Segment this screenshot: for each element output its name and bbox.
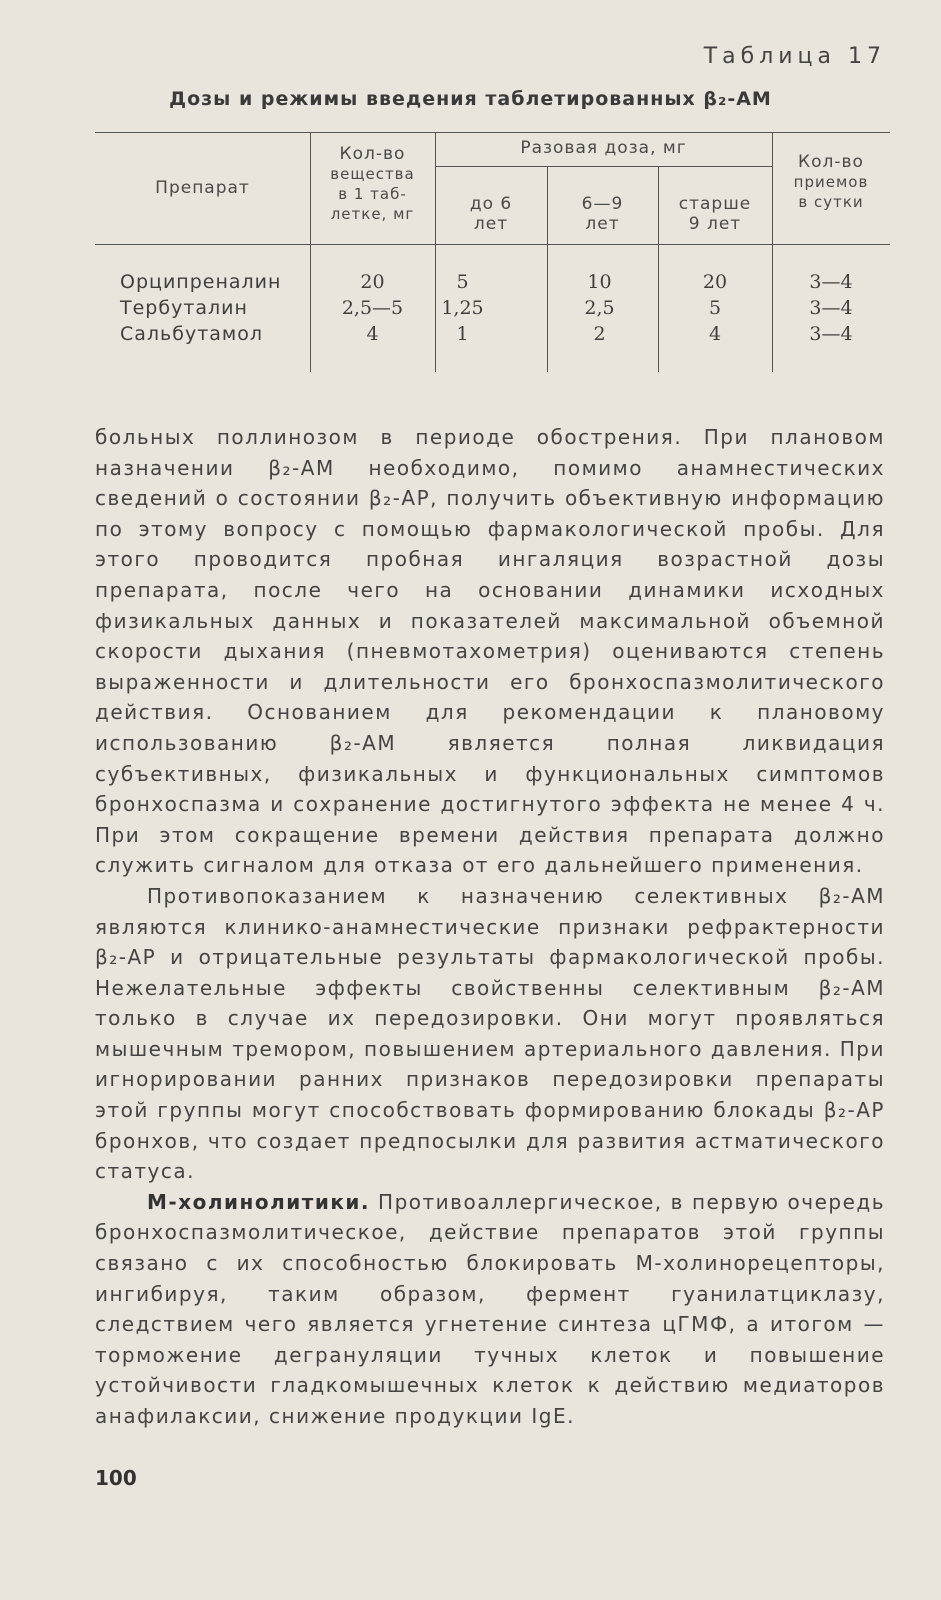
header-single-dose: Разовая доза, мг: [520, 138, 687, 158]
paragraph: больных поллинозом в периоде обострения. При плановом назначении β₂-АМ необходимо, помимо анамнестических сведений о состоянии β₂-АР, получить объективную информацию по этому вопросу с помощью фармакологической пробы. Для этого проводится пробная ингаляция возрастной дозы препарата, после чего на основании динамики исходных физикальных данных и показателей максимальной объемной скорости дыхания (пневмотахометрия) оцениваются степень выраженности и длительности его бронхоспазмолитического действия. Основанием для рекомендации к плановому использованию β₂-АМ является полная ликвидация субъективных, физикальных и функциональных симптомов бронхоспазма и сохранение достигнутого эффекта не менее 4 ч. При этом сокращение времени действия препарата должно служить сигналом для отказа от его дальнейшего применения.: [95, 425, 885, 878]
table-top-rule: [95, 132, 890, 133]
dose-subheader-rule: [435, 166, 772, 167]
table-number: Таблица 17: [703, 44, 886, 69]
paragraph: Противопоказанием к назначению селективных β₂-АМ являются клинико-анамнестические признаки рефрактерности β₂-АР и отрицательные результаты фармакологической пробы. Нежелательные эффекты свойственны селективным β₂-АМ только в случае их передозировки. Они могут проявляться мышечным тремором, повышением артериального давления. При игнорировании ранних признаков передозировки препараты этой группы могут способствовать формированию блокады β₂-АР бронхов, что создает предпосылки для развития астматического статуса.: [95, 883, 885, 1184]
header-drug: Препарат: [155, 178, 250, 198]
page-number: 100: [95, 1466, 137, 1490]
header-age-6-9: 6—9 лет: [581, 194, 624, 234]
header-bottom-rule: [95, 244, 890, 245]
header-age-under6: до 6 лет: [469, 194, 513, 234]
dose-over9-values: 20 5 4: [702, 271, 728, 345]
intakes-values: 3—4 3—4 3—4: [809, 271, 853, 345]
table-row: Орципреналин: [120, 271, 282, 293]
table-row: Сальбутамол: [120, 323, 264, 345]
drug-names: [120, 269, 281, 347]
dose-table: [95, 122, 890, 372]
amount-values: 20 2,5—5 4: [341, 271, 404, 345]
header-amount: Кол-во вещества в 1 таб- летке, мг: [330, 144, 415, 223]
table-title: Дозы и режимы введения таблетированных β₂-АМ: [169, 88, 772, 110]
table-row: Тербуталин: [120, 297, 248, 319]
header-age-over9: старше 9 лет: [678, 194, 752, 234]
section-heading: М-холинолитики.: [147, 1189, 371, 1214]
dose-6-9-values: 10 2,5 2: [584, 271, 615, 345]
body-text: [95, 422, 885, 1432]
dose-under6-values: 5 1,25 1: [441, 271, 484, 345]
header-intakes: Кол-во приемов в сутки: [793, 152, 869, 211]
paragraph: М-холинолитики. Противоаллергическое, в первую очередь бронхоспазмолитическое, действие препаратов этой группы связано с их способностью блокировать М-холинорецепторы, ингибируя, таким образом, фермент гуанилатциклазу, следствием чего является угнетение синтеза цГМФ, а итогом — торможение дегрануляции тучных клеток и повышение устойчивости гладкомышечных клеток к действию медиаторов анафилаксии, снижение продукции IgE.: [95, 1189, 885, 1428]
